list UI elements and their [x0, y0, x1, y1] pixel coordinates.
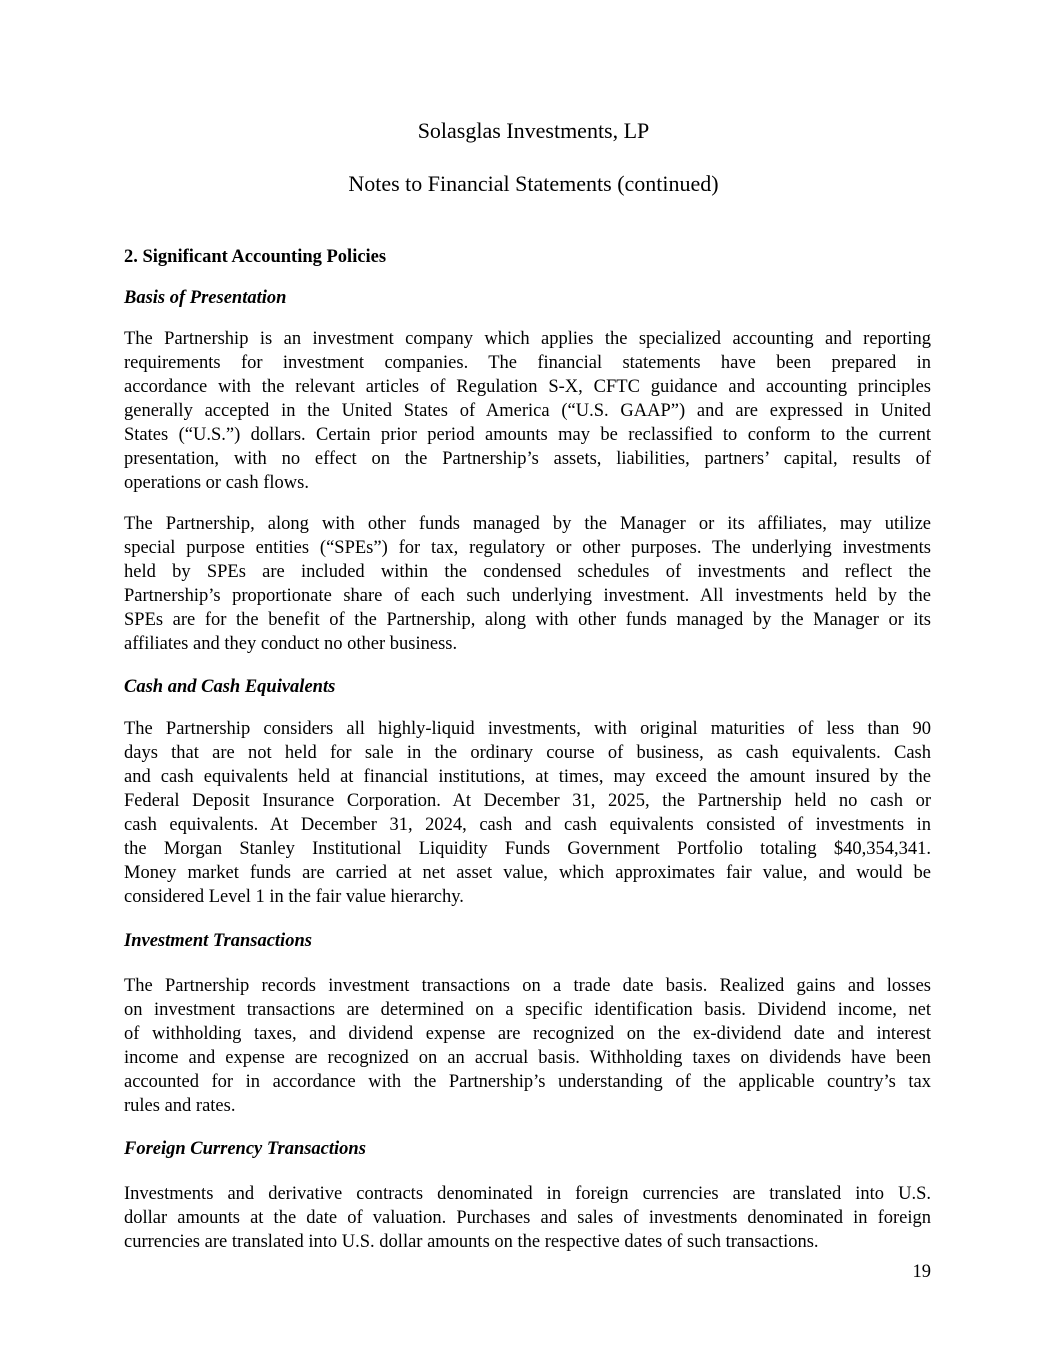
text-line: The Partnership records investment transactions on a trade date basis. Realized gains and losses: [124, 976, 931, 996]
company-name: Solasglas Investments, LP: [417, 118, 650, 143]
investment-transactions-paragraph: [124, 974, 931, 1118]
cash-and-cash-equivalents-heading: Cash and Cash Equivalents: [124, 677, 336, 697]
text-line: Investments and derivative contracts denominated in foreign currencies are translated into U.S.: [124, 1184, 931, 1204]
text-line: held by SPEs are included within the condensed schedules of investments and reflect the: [124, 562, 931, 582]
text-line: generally accepted in the United States of America (“U.S. GAAP”) and are expressed in United: [124, 401, 931, 421]
text-line: considered Level 1 in the fair value hierarchy.: [124, 887, 464, 907]
text-line: of withholding taxes, and dividend expense are recognized on the ex-dividend date and interest: [124, 1024, 931, 1044]
text-line: income and expense are recognized on an accrual basis. Withholding taxes on dividends have been: [124, 1048, 931, 1068]
page-subtitle: Notes to Financial Statements (continued): [348, 171, 719, 196]
text-line: The Partnership considers all highly-liquid investments, with original maturities of less than 90: [124, 719, 931, 739]
basis-of-presentation-heading: Basis of Presentation: [124, 288, 287, 308]
basis-of-presentation-paragraph: [124, 512, 931, 656]
text-line: SPEs are for the benefit of the Partnership, along with other funds managed by the Manager or its: [124, 610, 931, 630]
cash-and-cash-equivalents-paragraph: [124, 717, 931, 909]
text-line: the Morgan Stanley Institutional Liquidity Funds Government Portfolio totaling $40,354,341.: [124, 839, 931, 859]
text-line: Federal Deposit Insurance Corporation. At December 31, 2025, the Partnership held no cash or: [124, 791, 931, 811]
text-line: currencies are translated into U.S. dollar amounts on the respective dates of such transactions.: [124, 1232, 819, 1252]
page-number: 19: [912, 1262, 931, 1282]
text-line: and cash equivalents held at financial institutions, at times, may exceed the amount insured by the: [124, 767, 931, 787]
text-line: presentation, with no effect on the Partnership’s assets, liabilities, partners’ capital, results of: [124, 449, 931, 469]
text-line: rules and rates.: [124, 1096, 236, 1116]
text-line: accounted for in accordance with the Partnership’s understanding of the applicable country’s tax: [124, 1072, 931, 1092]
text-line: Money market funds are carried at net asset value, which approximates fair value, and would be: [124, 863, 931, 883]
text-line: special purpose entities (“SPEs”) for tax, regulatory or other purposes. The underlying investments: [124, 538, 931, 558]
text-line: The Partnership, along with other funds managed by the Manager or its affiliates, may utilize: [124, 514, 931, 534]
foreign-currency-transactions-paragraph: [124, 1182, 931, 1254]
text-line: The Partnership is an investment company which applies the specialized accounting and reporting: [124, 329, 931, 349]
text-line: dollar amounts at the date of valuation. Purchases and sales of investments denominated in foreign: [124, 1208, 931, 1228]
text-line: requirements for investment companies. The financial statements have been prepared in: [124, 353, 931, 373]
text-line: affiliates and they conduct no other business.: [124, 634, 458, 654]
text-line: accordance with the relevant articles of Regulation S-X, CFTC guidance and accounting principles: [124, 377, 931, 397]
text-line: cash equivalents. At December 31, 2024, cash and cash equivalents consisted of investments in: [124, 815, 931, 835]
text-line: States (“U.S.”) dollars. Certain prior period amounts may be reclassified to conform to the current: [124, 425, 931, 445]
text-line: days that are not held for sale in the ordinary course of business, as cash equivalents. Cash: [124, 743, 931, 763]
text-line: operations or cash flows.: [124, 473, 309, 493]
foreign-currency-transactions-heading: Foreign Currency Transactions: [124, 1139, 366, 1159]
text-line: Partnership’s proportionate share of each such underlying investment. All investments held by the: [124, 586, 931, 606]
text-line: on investment transactions are determined on a specific identification basis. Dividend income, net: [124, 1000, 931, 1020]
section-title: 2. Significant Accounting Policies: [124, 247, 387, 267]
basis-of-presentation-paragraph: [124, 327, 931, 495]
investment-transactions-heading: Investment Transactions: [124, 931, 312, 951]
